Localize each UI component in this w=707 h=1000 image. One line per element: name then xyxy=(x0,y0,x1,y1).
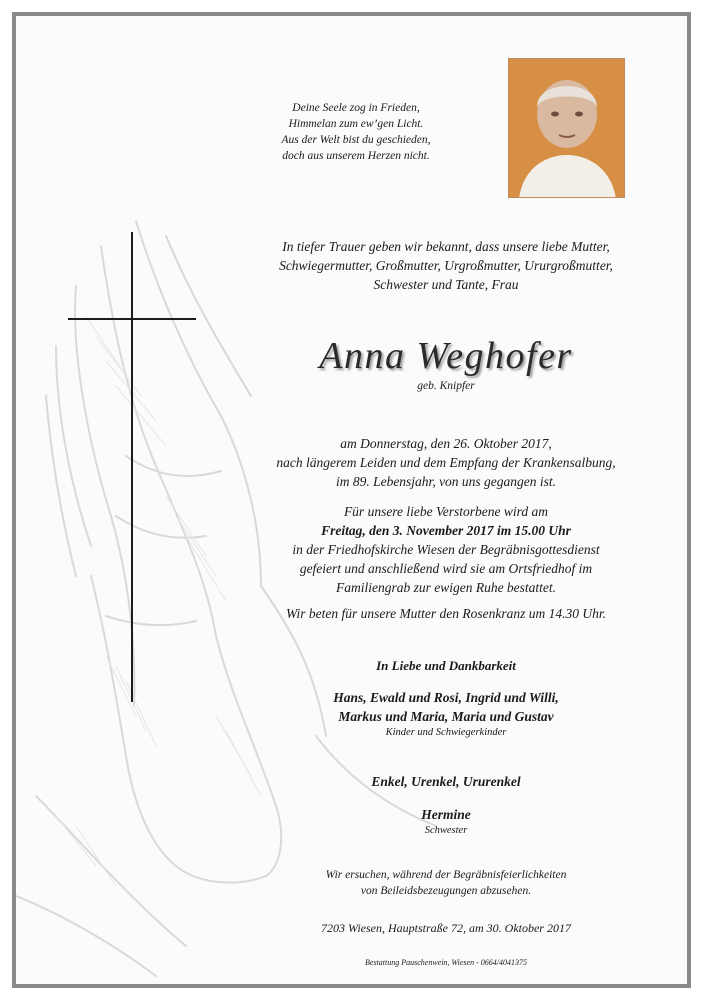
cross-icon xyxy=(131,232,133,702)
funeral-line: Für unsere liebe Verstorbene wird am xyxy=(343,504,549,519)
poem-line: doch aus unserem Herzen nicht. xyxy=(282,150,430,162)
place-date: 7203 Wiesen, Hauptstraße 72, am 30. Oktober 2017 xyxy=(321,921,571,935)
portrait-photo xyxy=(508,58,625,198)
children-line: Markus und Maria, Maria und Gustav xyxy=(338,709,554,724)
sibling-block xyxy=(236,806,656,838)
poem-line: Deine Seele zog in Frieden, xyxy=(292,102,420,114)
sibling-caption: Schwester xyxy=(424,825,468,836)
undertaker-info: Bestattung Pauschenwein, Wiesen - 0664/4041375 xyxy=(365,958,527,967)
children-list xyxy=(236,688,656,740)
intro-line: Schwester und Tante, Frau xyxy=(373,277,519,292)
funeral-line: gefeiert und anschließend wird sie am Ortsfriedhof im xyxy=(299,561,593,576)
intro-text xyxy=(236,237,656,294)
request-line: von Beileidsbezeugungen abzusehen. xyxy=(360,885,532,897)
funeral-line: in der Friedhofskirche Wiesen der Begräbnisgottesdienst xyxy=(292,542,600,557)
memorial-poem xyxy=(206,100,506,164)
poem-line: Himmelan zum ew’gen Licht. xyxy=(288,118,424,130)
funeral-date: Freitag, den 3. November 2017 im 15.00 Uhr xyxy=(321,523,571,538)
funeral-details xyxy=(236,502,656,597)
death-notice xyxy=(236,434,656,491)
deceased-name: Anna Weghofer xyxy=(319,335,573,377)
poem-line: Aus der Welt bist du geschieden, xyxy=(281,134,431,146)
condolence-request xyxy=(236,867,656,899)
thanks-heading: In Liebe und Dankbarkeit xyxy=(376,658,516,673)
intro-line: In tiefer Trauer geben wir bekannt, dass unsere liebe Mutter, xyxy=(282,239,610,254)
birth-name: geb. Knipfer xyxy=(417,380,475,392)
grandchildren-line: Enkel, Urenkel, Ururenkel xyxy=(371,774,521,789)
rosary-notice: Wir beten für unsere Mutter den Rosenkranz um 14.30 Uhr. xyxy=(285,606,607,621)
death-line: nach längerem Leiden und dem Empfang der Krankensalbung, xyxy=(276,455,616,470)
request-line: Wir ersuchen, während der Begräbnisfeierlichkeiten xyxy=(325,869,567,881)
obituary-card xyxy=(12,12,691,988)
children-caption: Kinder und Schwiegerkinder xyxy=(385,727,507,738)
funeral-line: Familiengrab zur ewigen Ruhe bestattet. xyxy=(335,580,557,595)
intro-line: Schwiegermutter, Großmutter, Urgroßmutter, Ururgroßmutter, xyxy=(279,258,613,273)
children-line: Hans, Ewald und Rosi, Ingrid und Willi, xyxy=(333,690,559,705)
death-line: im 89. Lebensjahr, von uns gegangen ist. xyxy=(335,474,557,489)
death-line: am Donnerstag, den 26. Oktober 2017, xyxy=(340,436,552,451)
sibling-name: Hermine xyxy=(421,807,471,822)
cross-bar xyxy=(68,318,196,320)
